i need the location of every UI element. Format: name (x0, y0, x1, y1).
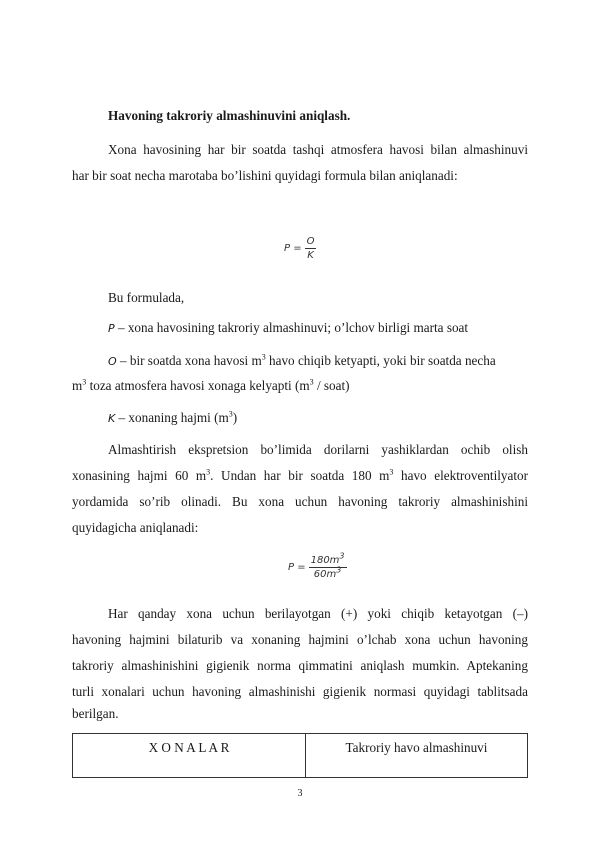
page-number: 3 (297, 788, 303, 799)
conclusion-line-4: turli xonalari uchun havoning almashinishi gigienik normasi quyidagi tablitsada (72, 684, 528, 699)
definition-p (108, 320, 468, 337)
example-line-1: Almashtirish ekspretsion boʼlimida dorilarni yashiklardan ochib olish (108, 442, 528, 457)
conclusion-line-1: Har qanday xona uchun berilayotgan (+) yoki chiqib ketayotgan (–) (108, 606, 528, 621)
example-line-2 (72, 468, 528, 484)
symbol-o: O (108, 355, 117, 368)
symbol-p: P (108, 322, 115, 335)
superscript: 3 (228, 409, 233, 419)
definition-o-unit: m (72, 378, 83, 393)
example-line-3: yordamida so’rib olinadi. Bu xona uchun havoning takroriy almashinishini (72, 494, 528, 509)
conclusion-line-2: havoning hajmini bilaturib va xonaning hajmini o’lchab xona uchun havoning (72, 632, 528, 647)
definition-o-line-2 (72, 378, 350, 394)
formula-1-lhs: P = (284, 243, 302, 254)
table-header-row (73, 734, 528, 778)
superscript: 3 (389, 467, 394, 477)
example-line-4: quyidagicha aniqlanadi: (72, 520, 199, 535)
table-header-rooms: X O N A L A R (73, 734, 306, 778)
superscript: 3 (336, 565, 342, 575)
definition-k (108, 410, 237, 427)
superscript: 3 (82, 377, 87, 387)
formula-1-denominator: K (307, 250, 314, 261)
symbol-k: K (108, 412, 116, 425)
definition-o-text-c: toza atmosfera havosi xonaga kelyapti (m (86, 378, 310, 393)
definition-o-line-1 (108, 353, 496, 370)
formula-1 (284, 236, 316, 261)
example-line-2-a: xonasining hajmi 60 m (72, 468, 207, 483)
superscript: 3 (261, 352, 266, 362)
definition-o-text-b: havo chiqib ketyapti, yoki bir soatda necha (265, 353, 496, 368)
definition-p-text: – xona havosining takroriy almashinuvi; o’lchov birligi marta soat (114, 320, 469, 335)
example-line-2-c: havo elektroventilyator (393, 468, 528, 483)
intro-line-2: har bir soat necha marotaba boʼlishini quyidagi formula bilan aniqlanadi: (72, 168, 458, 183)
conclusion-line-3: takroriy almashinishini gigienik norma qimmatini aniqlash mumkin. Aptekaning (72, 658, 528, 673)
superscript: 3 (309, 377, 314, 387)
superscript: 3 (206, 467, 211, 477)
formula-2-numerator-text: 180m (310, 555, 340, 566)
table-header-air-exchange: Takroriy havo almashinuvi (306, 734, 528, 778)
conclusion-line-5: berilgan. (72, 706, 119, 721)
superscript: 3 (339, 551, 345, 561)
intro-line-1: Xona havosining har bir soatda tashqi atmosfera havosi bilan almashinuvi (108, 142, 528, 157)
section-heading: Havoning takroriy almashinuvini aniqlash. (108, 108, 351, 123)
formula-1-numerator: O (306, 236, 315, 247)
formula-intro: Bu formulada, (108, 290, 185, 305)
definition-o-text-d: / soat) (313, 378, 350, 393)
formula-2-lhs: P = (288, 562, 306, 573)
definition-k-end: ) (232, 410, 238, 425)
rooms-table (72, 733, 528, 778)
formula-2-denominator-text: 60m (313, 569, 337, 580)
example-line-2-b: . Undan har bir soatda 180 m (210, 468, 390, 483)
definition-o-text-a: – bir soatda xona havosi m (116, 353, 262, 368)
formula-2 (288, 551, 347, 580)
definition-k-text: – xonaning hajmi (m (115, 410, 229, 425)
formula-2-denominator (312, 565, 344, 580)
